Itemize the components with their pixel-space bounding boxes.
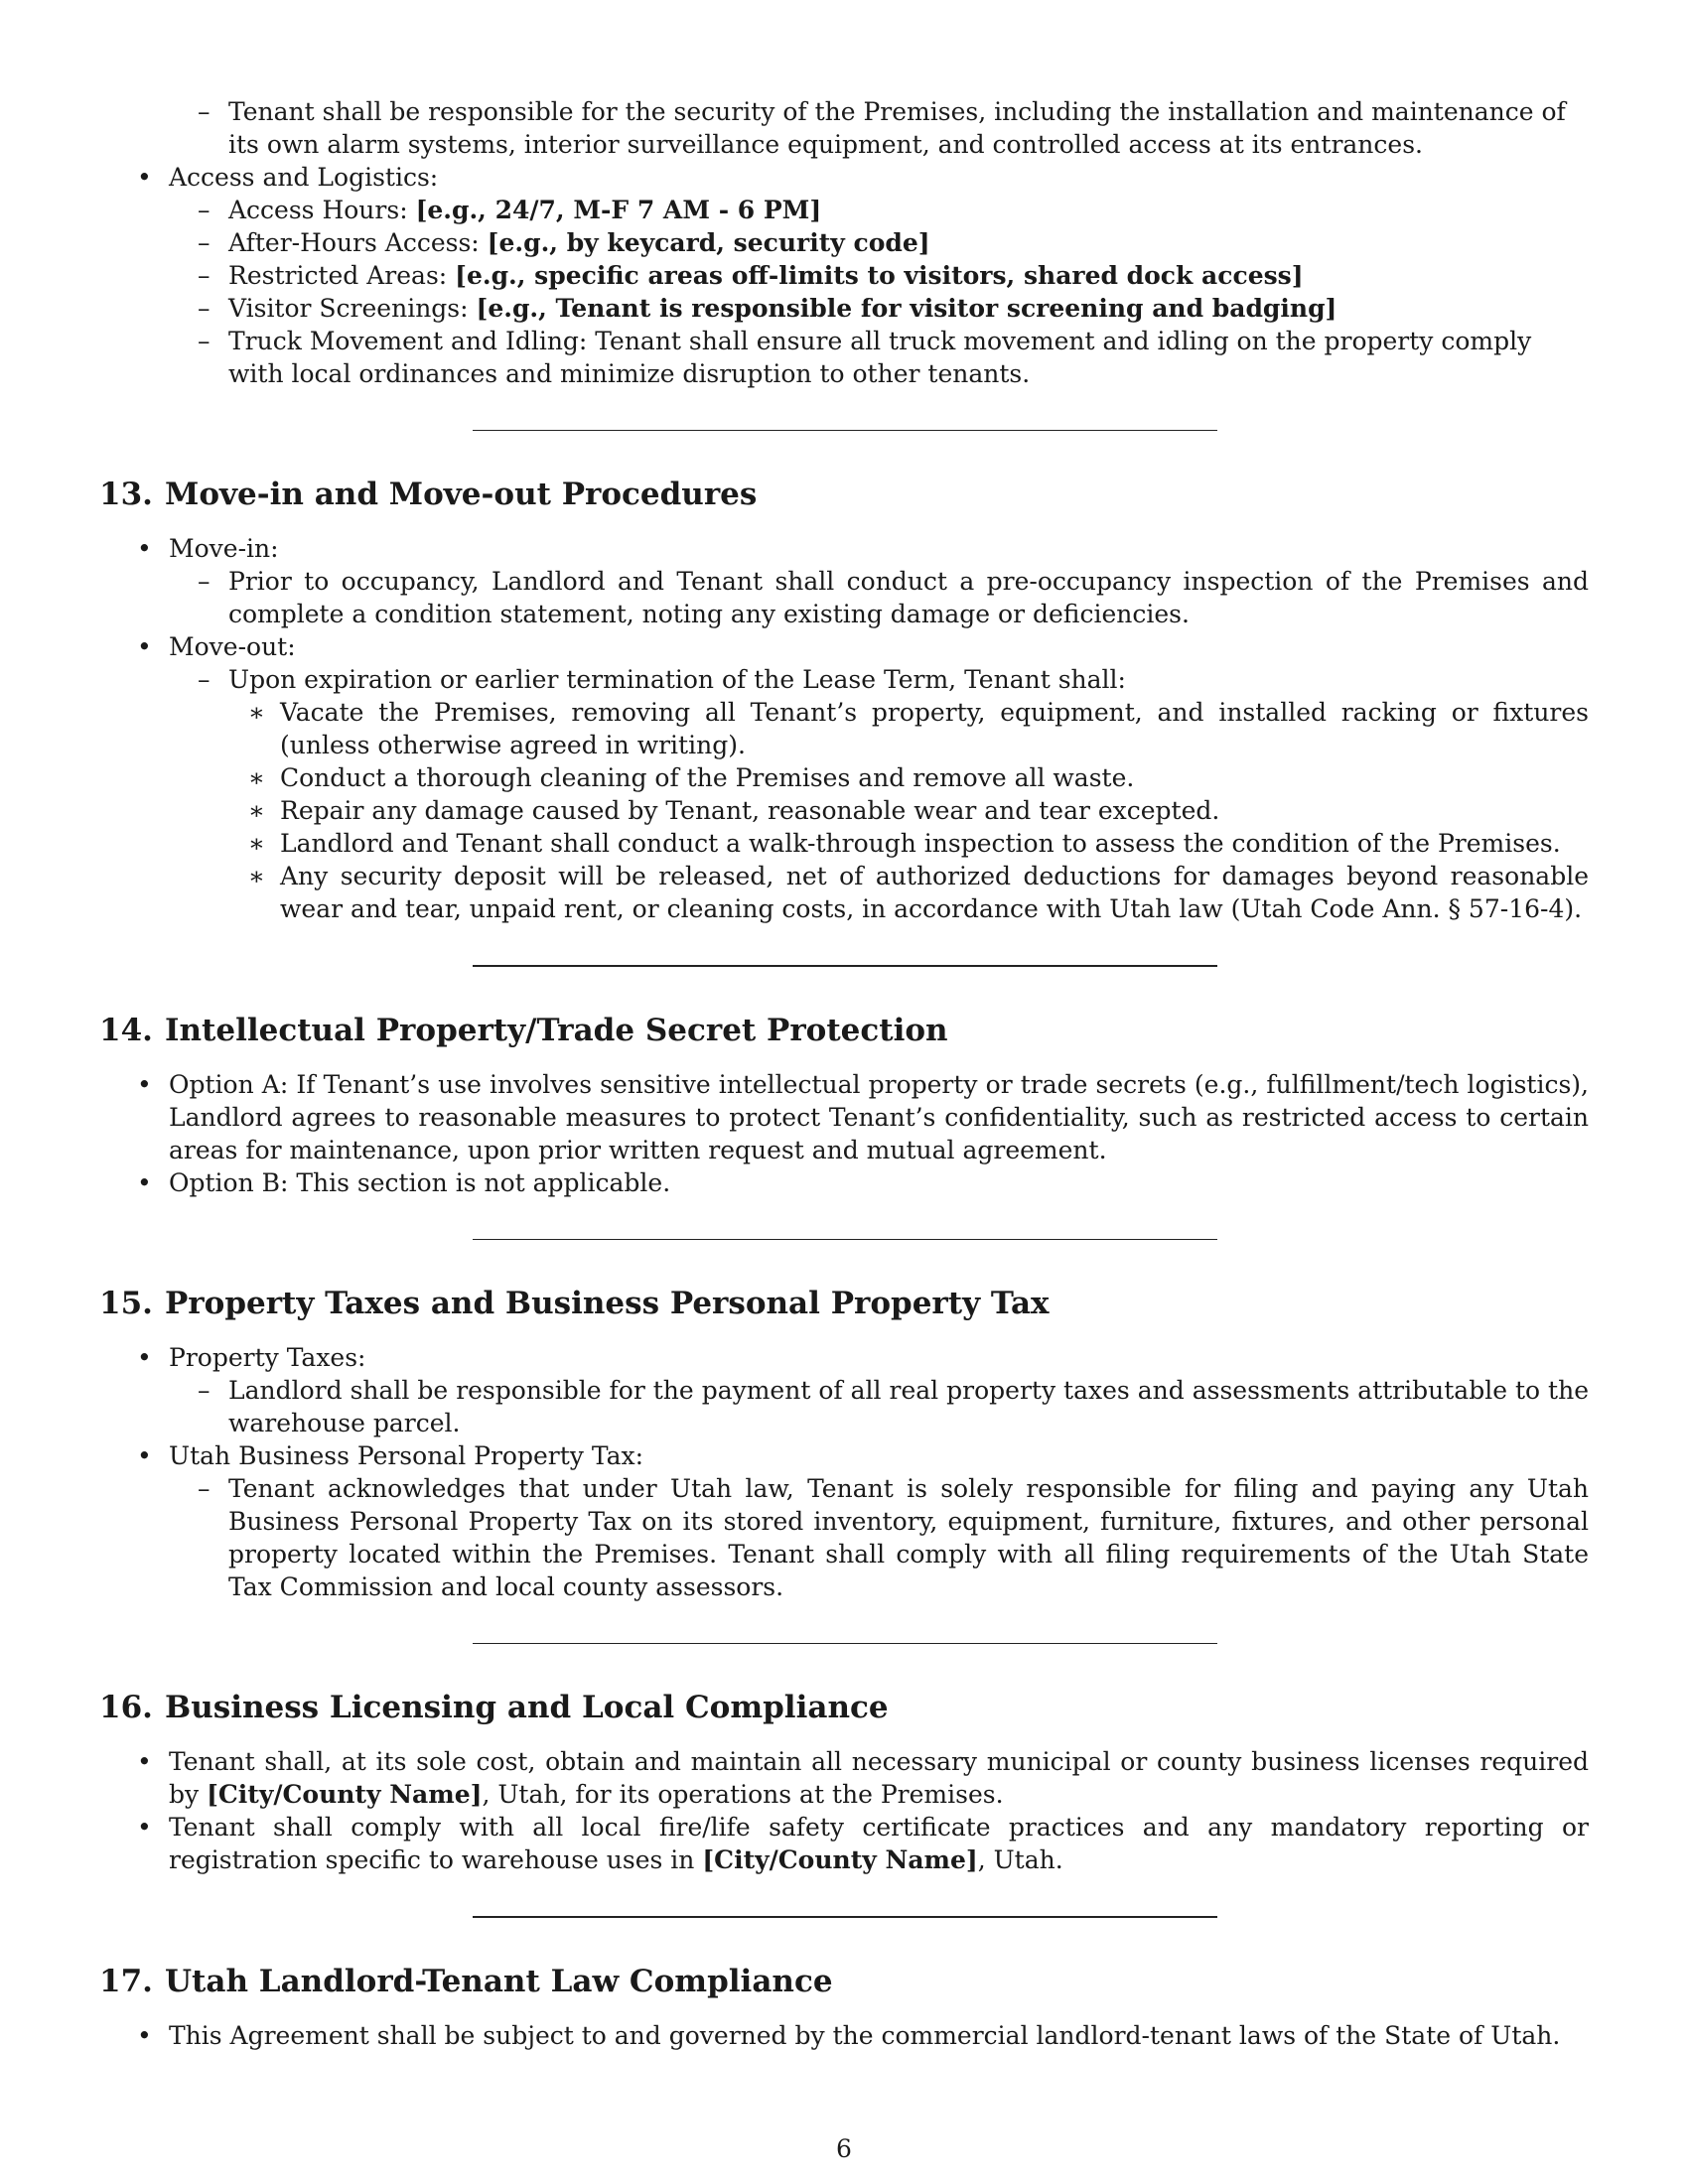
- access-list: [99, 161, 1589, 194]
- section-heading-13: 13. Move-in and Move-out Procedures: [99, 477, 758, 512]
- bullet-marker: •: [137, 1441, 152, 1470]
- bullet-marker: •: [137, 632, 152, 661]
- bullet-marker: •: [137, 1168, 152, 1197]
- bullet-marker: •: [137, 1343, 152, 1372]
- section-divider: [473, 1239, 1217, 1240]
- bullet-marker: •: [137, 534, 152, 563]
- movein-list: [99, 532, 1589, 565]
- list-item: • Utah Business Personal Property Tax:: [137, 1441, 643, 1470]
- list-item: – After-Hours Access: [e.g., by keycard, security code]: [198, 228, 930, 257]
- law-compliance-list: [99, 2019, 1589, 2052]
- security-sublist: [99, 95, 1589, 161]
- list-item: • Property Taxes:: [137, 1343, 366, 1372]
- dash-marker: –: [198, 228, 211, 257]
- bullet-marker: •: [137, 1070, 152, 1099]
- bpp-tax-sublist: [99, 1472, 1589, 1603]
- list-item: • Access and Logistics:: [137, 163, 439, 192]
- property-tax-list: [99, 1341, 1589, 1374]
- dash-marker: –: [198, 567, 211, 596]
- moveout-sublist: [99, 663, 1589, 696]
- list-item: ∗ Landlord and Tenant shall conduct a walk-through inspection to assess the condition of the Premises.: [248, 829, 1561, 858]
- bullet-marker: •: [137, 1747, 152, 1776]
- dash-marker: –: [198, 665, 211, 694]
- list-item: • Move-out:: [137, 632, 296, 661]
- bullet-marker: •: [137, 2021, 152, 2050]
- moveout-subsublist: [99, 696, 1589, 925]
- dash-marker: –: [198, 327, 211, 355]
- dash-marker: –: [198, 97, 211, 126]
- dash-marker: –: [198, 1376, 211, 1405]
- list-item: – Visitor Screenings: [e.g., Tenant is responsible for visitor screening and badging]: [198, 294, 1337, 323]
- moveout-list: [99, 630, 1589, 663]
- bullet-marker: •: [137, 1813, 152, 1842]
- list-item: • This Agreement shall be subject to and governed by the commercial landlord-tenant laws of the State of Utah.: [137, 2021, 1561, 2050]
- asterisk-marker: ∗: [248, 829, 265, 858]
- asterisk-marker: ∗: [248, 698, 265, 727]
- licensing-list: [99, 1745, 1589, 1876]
- dash-marker: –: [198, 261, 211, 290]
- list-item: • Tenant shall, at its sole cost, obtain and maintain all necessary municipal or county business licenses required by [City/County Name], Utah, for its operations at the Premises.: [137, 1747, 1589, 1809]
- property-tax-sublist: [99, 1374, 1589, 1439]
- list-item: • Option B: This section is not applicable.: [137, 1168, 671, 1197]
- section-heading-17: 17. Utah Landlord-Tenant Law Compliance: [99, 1964, 833, 1999]
- list-item: – Landlord shall be responsible for the payment of all real property taxes and assessments attributable to the warehouse parcel.: [198, 1376, 1589, 1437]
- dash-marker: –: [198, 294, 211, 323]
- list-item: ∗ Conduct a thorough cleaning of the Premises and remove all waste.: [248, 763, 1135, 792]
- list-item: • Option A: If Tenant’s use involves sensitive intellectual property or trade secrets (e.g., fulfillment/tech logistics), Landlord agrees to reasonable measures to protect Tenant’s confidentiality, such as restricted access to certain areas for maintenance, upon prior written request and mutual agreement.: [137, 1070, 1589, 1164]
- list-item: – Tenant acknowledges that under Utah law, Tenant is solely responsible for filing and paying any Utah Business Personal Property Tax on its stored inventory, equipment, furniture, fixtures, and other personal property located within the Premises. Tenant shall comply with all filing requirements of the Utah State Tax Commission and local county assessors.: [198, 1474, 1589, 1601]
- list-item: ∗ Repair any damage caused by Tenant, reasonable wear and tear excepted.: [248, 796, 1220, 825]
- dash-marker: –: [198, 196, 211, 224]
- placeholder-value: [e.g., specific areas off-limits to visitors, shared dock access]: [455, 261, 1304, 290]
- placeholder-value: [e.g., 24/7, M-F 7 AM - 6 PM]: [415, 196, 822, 224]
- asterisk-marker: ∗: [248, 763, 265, 792]
- list-item: ∗ Any security deposit will be released, net of authorized deductions for damages beyond reasonable wear and tear, unpaid rent, or cleaning costs, in accordance with Utah law (Utah Code Ann. § 57-16-4).: [248, 862, 1589, 923]
- bpp-tax-list: [99, 1439, 1589, 1472]
- list-item: ∗ Vacate the Premises, removing all Tenant’s property, equipment, and installed racking or fixtures (unless otherwise agreed in writing).: [248, 698, 1589, 759]
- section-heading-15: 15. Property Taxes and Business Personal Property Tax: [99, 1286, 1050, 1321]
- document-page: [99, 95, 1589, 2052]
- section-heading-16: 16. Business Licensing and Local Compliance: [99, 1690, 889, 1725]
- section-divider: [473, 430, 1217, 431]
- list-item: – Access Hours: [e.g., 24/7, M-F 7 AM - 6 PM]: [198, 196, 822, 224]
- movein-sublist: [99, 565, 1589, 630]
- section-divider: [473, 965, 1217, 967]
- list-item: • Tenant shall comply with all local fire/life safety certificate practices and any mandatory reporting or registration specific to warehouse uses in [City/County Name], Utah.: [137, 1813, 1589, 1874]
- list-item: – Restricted Areas: [e.g., specific areas off-limits to visitors, shared dock access]: [198, 261, 1304, 290]
- asterisk-marker: ∗: [248, 862, 265, 890]
- bullet-marker: •: [137, 163, 152, 192]
- list-item: – Prior to occupancy, Landlord and Tenant shall conduct a pre-occupancy inspection of the Premises and complete a condition statement, noting any existing damage or deficiencies.: [198, 567, 1589, 628]
- placeholder-value: [City/County Name]: [702, 1845, 978, 1874]
- list-item: – Tenant shall be responsible for the security of the Premises, including the installation and maintenance of its own alarm systems, interior surveillance equipment, and controlled access at its entrances.: [198, 97, 1566, 159]
- dash-marker: –: [198, 1474, 211, 1503]
- section-heading-14: 14. Intellectual Property/Trade Secret Protection: [99, 1013, 948, 1048]
- ip-list: [99, 1068, 1589, 1199]
- placeholder-value: [e.g., by keycard, security code]: [487, 228, 930, 257]
- placeholder-value: [City/County Name]: [207, 1780, 483, 1809]
- section-divider: [473, 1643, 1217, 1644]
- access-sublist: [99, 194, 1589, 390]
- placeholder-value: [e.g., Tenant is responsible for visitor screening and badging]: [476, 294, 1337, 323]
- list-item: – Truck Movement and Idling: Tenant shall ensure all truck movement and idling on the property comply with local ordinances and minimize disruption to other tenants.: [198, 327, 1532, 388]
- list-item: – Upon expiration or earlier termination of the Lease Term, Tenant shall:: [198, 665, 1126, 694]
- list-item: • Move-in:: [137, 534, 279, 563]
- asterisk-marker: ∗: [248, 796, 265, 825]
- section-divider: [473, 1916, 1217, 1918]
- page-number: 6: [836, 2134, 852, 2163]
